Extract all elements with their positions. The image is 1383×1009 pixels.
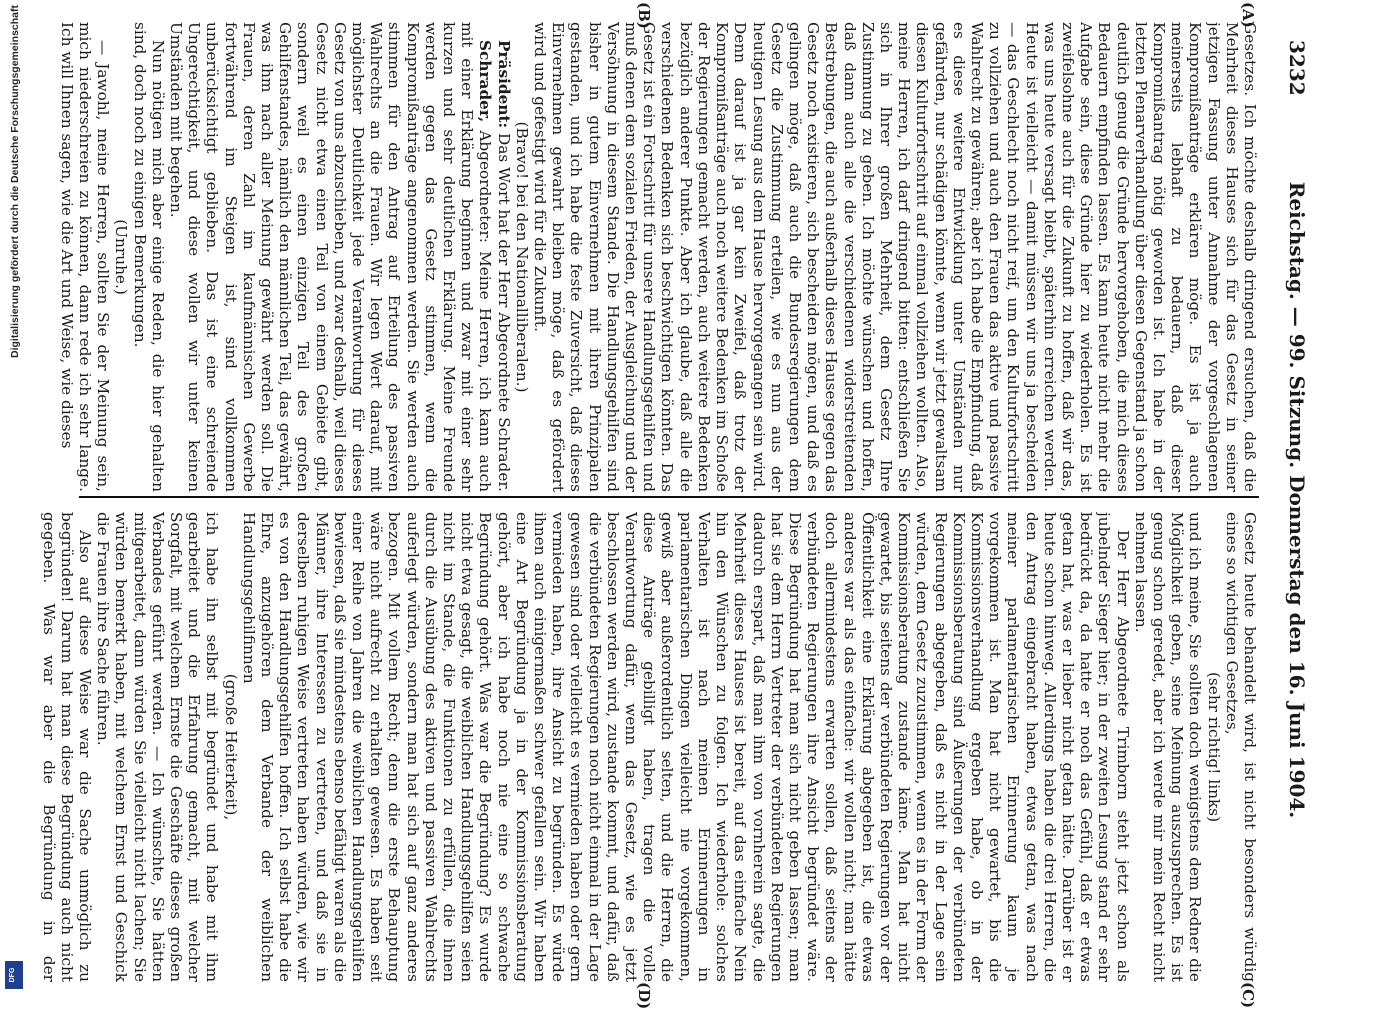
paragraph: Der Herr Abgeordnete Trimborn steht jetzt schon als jubelnder Sieger hier; in der zweiten Lesung stand er sehr bedrückt da, da hatte er noch das Gefühl, daß er etwas getan hat, was er lieber nicht getan hätte. Darüber ist er heute schon hinweg. Allerdings haben die drei Herren, die den Antrag eingebracht haben, etwas getan, was nach meiner parlamentarischen Erinnerung kaum je vorgekommen ist. Man hat nicht gewartet, bis die Kommissionsverhandlung ergeben habe, ob in der Kommissionsberatung sind Äußerungen der verbündeten Regierungen abgegeben, daß es nicht in der Lage sein würden, dem Gesetz zuzustimmen, wenn es in der Form der Kommissionsberatung zustande käme. Man hat nicht gewartet, bis seitens der verbündeten Regierungen vor der Öffentlichkeit eine Erklärung abgegeben ist, die etwas anderes war als das einfache: wir wollen nicht; man hätte doch allermindestens erwarten sollen, daß seitens der verbündeten Regierungen ihre Ansicht begründet wäre. Diese Begründung hat man sich nicht geben lassen; man hat sie dem Herrn Vertreter der verbündeten Regierungen dadurch erspart, daß man ihm von vornherein sagte, die Mehrheit dieses Hauses ist bereit, auf das einfache Nein hin den Wünschen zu folgen. Ich wiederhole: solches Verhalten ist nach meinen Erinnerungen in parlamentarischen Dingen vielleicht nie vorgekommen, gewiß aber außerordentlich selten, und die Herren, die diese Anträge gebilligt haben, tragen die volle Verantwortung dafür, wenn das Gesetz, wie es jetzt beschlossen werden wird, zustande kommt, und dafür, daß die verbündeten Regierungen noch nicht einmal in der Lage gewesen sind oder vielleicht es vermieden haben oder gern vermieden haben, ihre Ansicht zu begründen. Es würde ihnen auch einigermaßen schwer gefallen sein. Wir haben eine Art Begründung ja in der Kommissionsberatung gehört, aber ich habe noch nie eine so schwache Begründung gehört. Was war die Begründung? Es wurde nicht etwa gesagt, die weiblichen Handlungsgehilfen seien nicht im Stande, die Funktionen zu erfüllen, die ihnen durch die Ausübung des aktiven und passiven Wahlrechts auferlegt würden, sondern man hat sich auf ganz anderes bezogen. Mit vollem Recht; denn die erste Behauptung wäre nicht aufrecht zu erhalten gewesen. Es haben seit einer Reihe von Jahren die weiblichen Handlungsgehilfen bewiesen, daß sie mindestens ebenso befähigt waren als die Männer, ihre Interessen zu vertreten, und daß sie in derselben ruhigen Weise vertreten haben würden, wie wir es von den Handlungsgehilfen hoffen. Ich selbst habe die Ehre, anzugehören dem Verbande der weiblichen Handlungsgehilfinnen (239, 512, 1132, 982)
reaction: (Bravo! bei den Nationalliberalen.) (512, 121, 531, 393)
paragraph (494, 22, 512, 492)
reaction: (sehr richtig! links) (1204, 671, 1223, 823)
dfg-logo-text: DFG (9, 967, 16, 983)
left-column (39, 22, 1259, 492)
margin-marker-a: (A) (1239, 2, 1257, 28)
paragraph (167, 22, 495, 492)
page-header (1275, 0, 1315, 1000)
paragraph: ich habe ihn selbst mit begründet und habe mit ihm gearbeitet und die Erfahrung gemacht, mit welcher Sorgfalt, mit welchem Ernste die Geschäfte dieses großen Verbandes geführt werden. — Ich wünschte, Sie hätten mitgearbeitet, dann würden Sie vielleicht nicht lachen; Sie würden bemerkt haben, mit welchem Ernst und Geschick die Frauen ihre Sache führen. (94, 512, 222, 982)
paragraph: — Jawohl, meine Herren, sollten Sie der Meinung sein, mich niederschreien zu können, dann rede ich sehr lange. Ich will Ihnen sagen, wie die Art und Weise, wie dieses (57, 22, 113, 492)
speaker-name: Schrader, (476, 40, 495, 123)
margin-marker-d: (D) (635, 982, 653, 1009)
margin-marker-b: (B) (635, 2, 653, 29)
right-column (39, 512, 1259, 982)
margin-marker-c: (C) (1239, 982, 1257, 1009)
credit-text: Digitalisierung gefördert durch die Deutsche Forschungsgemeinschaft (9, 5, 21, 358)
page-number: 3232 (1285, 40, 1309, 96)
paragraph: und ich meine, Sie sollten doch wenigstens dem Redner die Möglichkeit geben, seine Meinung auszusprechen. Es ist genug schon geredet, aber ich werde mir mein Recht nicht nehmen lassen. (1131, 512, 1205, 982)
digitization-credit (0, 0, 30, 1000)
dfg-logo-icon (4, 960, 24, 990)
reaction: (große Heiterkeit), (221, 673, 240, 821)
running-title: Reichstag. — 99. Sitzung. Donnerstag den 16. Juni 1904. (1285, 181, 1309, 819)
speech-text: Das Wort hat der Herr Abgeordnete Schrader. (494, 133, 513, 492)
speaker-name: Präsident: (494, 40, 513, 129)
paragraph: Gesetzes. Ich möchte deshalb dringend ersuchen, daß die Mehrheit dieses Hauses sich für das Gesetz in seiner jetzigen Fassung unter Annahme der vorgeschlagenen Kompromißanträge erklären möge. Es ist ja auch meinerseits lebhaft zu bedauern, daß dieser Kompromißantrag nötig geworden ist. Ich habe in der letzten Plenarverhandlung über diesen Gegenstand ja schon deutlich genug die Gründe hervorgehoben, die mich dieses Bedauern empfinden lassen. Es kann heute nicht mehr die Aufgabe sein, diese Gründe hier zu wiederholen. Es ist zweifelsohne auch für die Zukunft zu hoffen, daß wir das, was uns heute versagt bleibt, späterhin erreichen werden. Heute ist vielleicht — damit müssen wir uns ja bescheiden — das Geschlecht noch nicht reif, um den Kulturfortschritt zu vollziehen und auch den Frauen das aktive und passive Wahlrecht zu gewähren; aber ich habe die Empfindung, daß es diese weitere Entwicklung unter Umständen nur gefährden, nur schädigen könnte, wenn wir jetzt gewaltsam diesen Kulturfortschritt auf einmal vollziehen wollten. Also, meine Herren, ich darf dringend bitten: entschließen Sie sich in Ihrer großen Mehrheit, dem Gesetz Ihre Zustimmung zu geben. Ich möchte wünschen und hoffen, daß dann auch alle die verschiedenen widerstreitenden Bestrebungen, die auch außerhalb dieses Hauses gegen das Gesetz noch existieren, sich bescheiden mögen, und daß es gelingen möge, daß auch die Bundesregierungen dem Gesetz die Zustimmung erteilen, wie es nun aus der heutigen Lesung aus dem Hause hervorgegangen sein wird. Denn darauf ist ja gar kein Zweifel, daß trotz der Kompromißanträge auch noch weitere Bedenken im Schoße der Regierungen gemacht werden, auch weitere Bedenken bezüglich anderer Punkte. Aber ich glaube, daß alle die verschiedenen Bedenken sich beschwichtigen könnten. Das Gesetz ist ein Fortschritt für unsere Handlungsgehilfen und muß denen dem sozialen Frieden, der Ausgleichung und der Versöhnung in diesem Stande. Die Handlungsgehilfen sind bisher in gutem Einvernehmen mit ihren Prinzipalen gestanden, und ich habe die feste Zuversicht, daß dieses Einvernehmen gewahrt bleiben möge, daß es gefördert wird und gefestigt wird für die Zukunft. (531, 22, 1259, 492)
reaction: (Unruhe.) (112, 219, 131, 295)
speech-text: Abgeordneter: Meine Herren, ich kann auch mit einer Erklärung beginnen und zwar mit einer sehr kurzen und sehr deutlichen Erklärung. Meine Freunde werden gegen das Gesetz stimmen, wenn die Kompromißanträge angenommen werden. Sie werden auch stimmen für den Antrag auf Erteilung des passiven Wahlrechts an die Frauen. Wir legen Wert darauf, mit möglichster Deutlichkeit jede Verantwortung für dieses Gesetz von uns abzuschieben, und zwar deshalb, weil dieses Gesetz nicht etwa einen Teil von einem Gebiete gibt, sondern weil es einen einzigen Teil des großen Gehilfenstandes, nämlich den männlichen Teil, das gewährt, was ihm nach aller Meinung gewährt werden soll. Die Frauen, deren Zahl im kaufmännischen Gewerbe fortwährend im Steigen ist, sind vollkommen unberücksichtigt geblieben. Das ist eine schreiende Ungerechtigkeit, und diese wollen wir unter keinen Umständen mit begehen. (167, 22, 495, 492)
paragraph: Gesetz heute behandelt wird, ist nicht besonders würdig eines so wichtigen Gesetzes, (1222, 512, 1259, 982)
paragraph: Also auf diese Weise war die Sache unmöglich zu begründen! Darum hat man diese Begründung auch nicht gegeben. Was war aber die Begründung in der (39, 512, 94, 982)
document-page (15, 0, 1315, 1009)
paragraph: Nun nötigen mich aber einige Reden, die hier gehalten sind, doch noch zu einigen Bemerkungen. (130, 22, 167, 492)
column-divider (79, 496, 1259, 498)
